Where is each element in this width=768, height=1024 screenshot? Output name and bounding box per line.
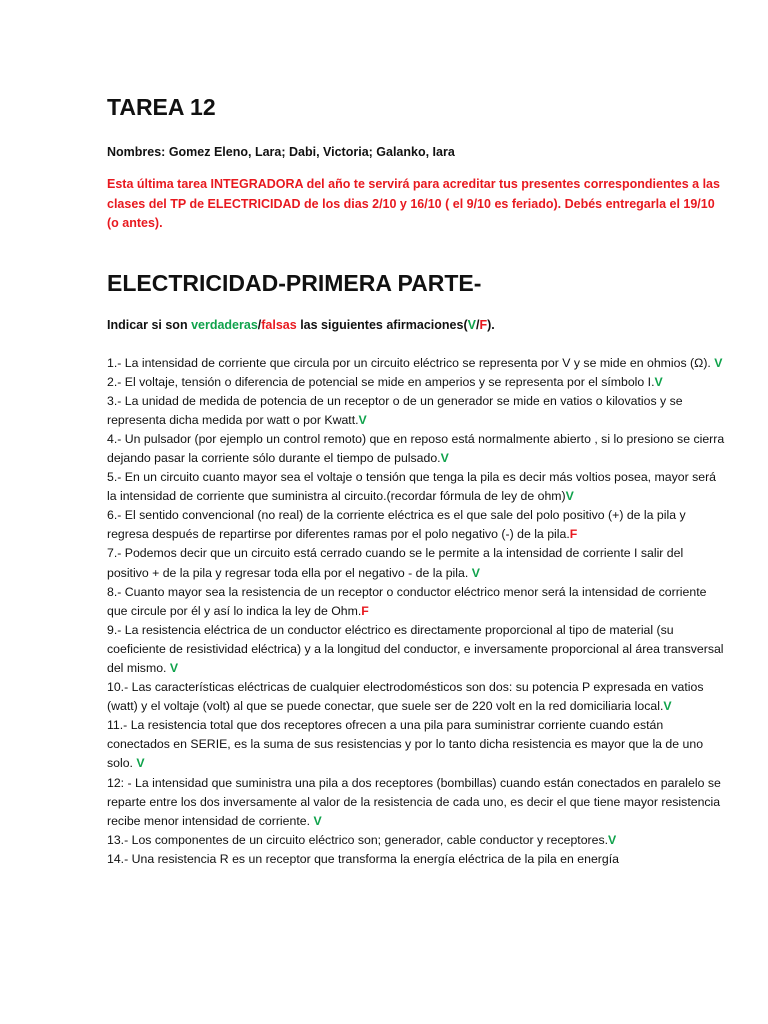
statement-item <box>107 850 728 869</box>
student-names: Nombres: Gomez Eleno, Lara; Dabi, Victoria; Galanko, Iara <box>107 145 455 159</box>
statement-item <box>107 392 728 430</box>
f-marker: F <box>479 317 488 332</box>
instruction-line <box>107 316 728 334</box>
statement-answer: V <box>169 661 179 675</box>
statement-item <box>107 354 728 373</box>
statement-item <box>107 831 728 850</box>
statement-answer: V <box>714 355 723 370</box>
statement-item <box>107 506 728 544</box>
statement-text: 12: - La intensidad que suministra una pila a dos receptores (bombillas) cuando están conectados en paralelo se reparte entre los dos inversamente al valor de la resistencia de cada uno, es decir el que tiene mayor resistencia recibe menor intensidad de corriente. <box>107 775 721 828</box>
statement-text: 5.- En un circuito cuanto mayor sea el voltaje o tensión que tenga la pila es decir más voltios posea, mayor será la intensidad de corriente que suministra al circuito.(recordar fórmula de ley de ohm) <box>107 470 717 504</box>
statement-list <box>107 354 728 870</box>
document-title: TAREA 12 <box>107 94 216 120</box>
false-word: falsas <box>261 317 297 332</box>
v-marker: V <box>467 317 476 332</box>
statement-answer: V <box>565 489 574 504</box>
statement-item <box>107 468 728 506</box>
assignment-intro: Esta última tarea INTEGRADORA del año te servirá para acreditar tus presentes correspondientes a las clases del TP de ELECTRICIDAD de los dias 2/10 y 16/10 ( el 9/10 es feriado). Debés entregarla el 19/10 (o antes). <box>107 177 720 230</box>
statement-answer: V <box>313 813 322 828</box>
statement-text: 4.- Un pulsador (por ejemplo un control remoto) que en reposo está normalmente abierto , si lo presiono se cierra dejando pasar la corriente sólo durante el tiempo de pulsado. <box>107 431 725 465</box>
statement-text: 9.- La resistencia eléctrica de un conductor eléctrico es directamente proporcional al tipo de material (su coeficiente de resistividad eléctrica) y a la longitud del conductor, e inversamente proporcional al área transversal del mismo. <box>107 622 724 675</box>
statement-answer: V <box>358 412 367 427</box>
statement-text: 11.- La resistencia total que dos receptores ofrecen a una pila para suministrar corriente cuando están conectados en SERIE, es la suma de sus resistencias y por lo tanto dicha resistencia es mayor que la de uno solo. <box>107 718 704 771</box>
section-title: ELECTRICIDAD-PRIMERA PARTE- <box>107 269 482 296</box>
statement-item <box>107 373 728 392</box>
statement-answer: F <box>569 527 578 542</box>
instruction-middle: las siguientes afirmaciones( <box>296 317 468 332</box>
instruction-prefix: Indicar si son <box>107 317 192 332</box>
statement-item <box>107 678 728 716</box>
statement-text: 7.- Podemos decir que un circuito está cerrado cuando se le permite a la intensidad de corriente I salir del positivo + de la pila y regresar toda ella por el negativo - de la pila. <box>107 546 684 580</box>
statement-answer: V <box>136 756 145 771</box>
statement-text: 13.- Los componentes de un circuito eléctrico son; generador, cable conductor y receptores. <box>107 832 609 847</box>
statement-answer: V <box>654 374 663 389</box>
statement-item <box>107 774 728 831</box>
statement-item <box>107 430 728 468</box>
statement-answer: V <box>608 832 617 847</box>
statement-item <box>107 716 728 773</box>
statement-answer: V <box>663 699 672 714</box>
statement-answer: V <box>471 565 480 580</box>
true-word: verdaderas <box>191 317 258 332</box>
statement-text: 6.- El sentido convencional (no real) de la corriente eléctrica es el que sale del polo positivo (+) de la pila y regresa después de repartirse por diferentes ramas por el polo negativo (-) de la pila. <box>107 508 686 542</box>
statement-answer: F <box>361 603 369 618</box>
statement-item <box>107 621 728 678</box>
instruction-slash: / <box>257 317 262 332</box>
statement-text: 10.- Las características eléctricas de cualquier electrodomésticos son dos: su potencia P expresada en vatios (watt) y el voltaje (volt) al que se puede conectar, que suele ser de 220 volt en la red domiciliaria local. <box>107 680 704 714</box>
statement-answer: V <box>440 450 449 465</box>
statement-text: 14.- Una resistencia R es un receptor que transforma la energía eléctrica de la pila en energía <box>107 851 619 866</box>
statement-item <box>107 583 728 621</box>
instruction-slash-2: / <box>475 317 480 332</box>
statement-text: 2.- El voltaje, tensión o diferencia de potencial se mide en amperios y se representa por el símbolo I. <box>107 374 655 389</box>
statement-text: 3.- La unidad de medida de potencia de un receptor o de un generador se mide en vatios o kilovatios y se representa dicha medida por watt o por Kwatt. <box>107 393 683 427</box>
statement-text: 1.- La intensidad de corriente que circula por un circuito eléctrico se representa por V y se mide en ohmios (Ω). <box>107 355 715 370</box>
statement-text: 8.- Cuanto mayor sea la resistencia de un receptor o conductor eléctrico menor será la intensidad de corriente que circule por él y así lo indica la ley de Ohm. <box>107 584 707 618</box>
statement-item <box>107 544 728 582</box>
instruction-suffix: ). <box>487 317 495 332</box>
